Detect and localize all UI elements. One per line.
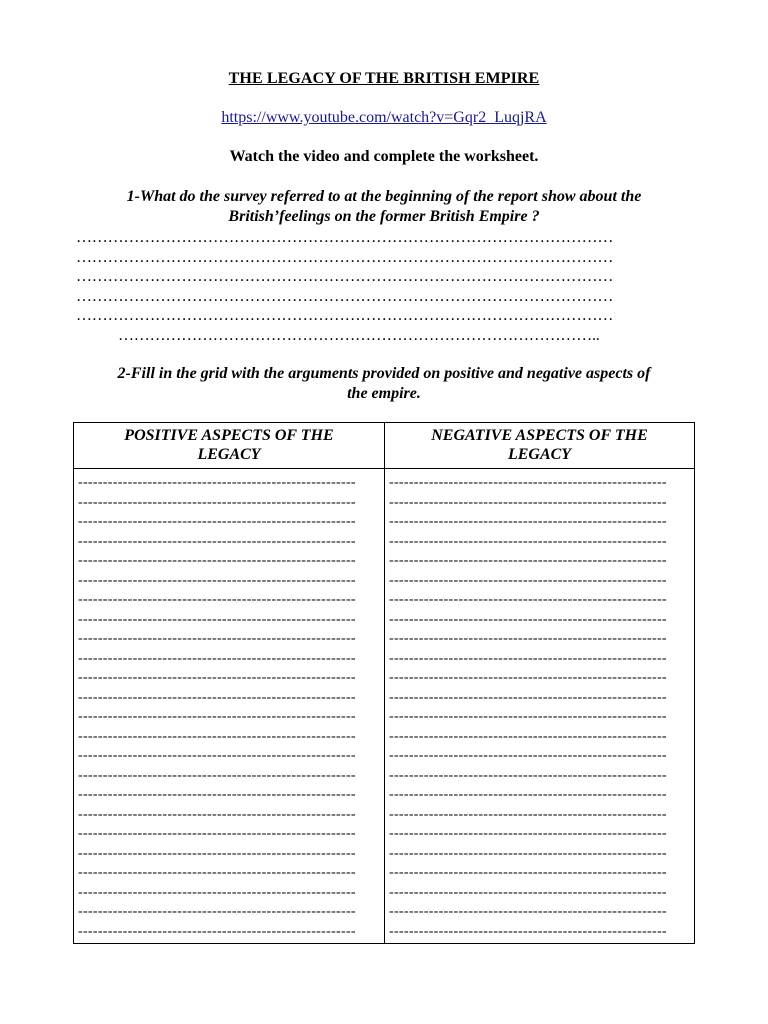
grid-answer-line: -------------------------------------------------------- xyxy=(78,826,356,841)
grid-answer-line: -------------------------------------------------------- xyxy=(389,670,667,685)
grid-answer-line: -------------------------------------------------------- xyxy=(78,475,356,490)
grid-answer-line: -------------------------------------------------------- xyxy=(389,767,667,783)
grid-answer-line: -------------------------------------------------------- xyxy=(389,475,667,490)
question-1-answer-area[interactable] xyxy=(76,228,692,345)
grid-answer-line: -------------------------------------------------------- xyxy=(389,514,667,529)
grid-answer-line: -------------------------------------------------------- xyxy=(389,650,667,666)
question-1-line-2: British’feelings on the former British Empire ? xyxy=(228,208,540,225)
grid-answer-line: -------------------------------------------------------- xyxy=(389,865,667,880)
grid-answer-line: -------------------------------------------------------- xyxy=(78,494,356,510)
grid-answer-line: -------------------------------------------------------- xyxy=(78,904,356,919)
grid-answer-line: -------------------------------------------------------- xyxy=(389,923,667,939)
negative-aspects-header xyxy=(385,426,694,466)
grid-answer-line: -------------------------------------------------------- xyxy=(78,748,356,763)
question-2 xyxy=(74,364,694,404)
instruction-text: Watch the video and complete the worksheet. xyxy=(229,148,539,165)
grid-answer-line: -------------------------------------------------------- xyxy=(389,592,667,607)
grid-answer-line: -------------------------------------------------------- xyxy=(78,592,356,607)
grid-answer-line: -------------------------------------------------------- xyxy=(78,806,356,822)
grid-header-divider xyxy=(74,468,694,469)
grid-answer-line: -------------------------------------------------------- xyxy=(389,553,667,568)
grid-answer-line: -------------------------------------------------------- xyxy=(389,572,667,588)
grid-answer-line: -------------------------------------------------------- xyxy=(78,514,356,529)
grid-answer-line: -------------------------------------------------------- xyxy=(78,787,356,802)
grid-answer-line: -------------------------------------------------------- xyxy=(78,923,356,939)
video-link-line xyxy=(0,109,768,127)
grid-answer-line: -------------------------------------------------------- xyxy=(78,670,356,685)
grid-answer-line: -------------------------------------------------------- xyxy=(78,845,356,861)
grid-answer-line: -------------------------------------------------------- xyxy=(78,884,356,900)
negative-aspects-answer-area[interactable] xyxy=(389,473,691,941)
grid-answer-line: -------------------------------------------------------- xyxy=(78,709,356,724)
grid-answer-line: -------------------------------------------------------- xyxy=(78,553,356,568)
grid-answer-line: -------------------------------------------------------- xyxy=(389,884,667,900)
grid-answer-line: -------------------------------------------------------- xyxy=(389,728,667,744)
grid-answer-line: -------------------------------------------------------- xyxy=(389,709,667,724)
positive-header-line-1: POSITIVE ASPECTS OF THE xyxy=(124,427,334,444)
answer-line: ………………………………………………………………………………………… xyxy=(76,229,614,246)
grid-answer-line: -------------------------------------------------------- xyxy=(389,533,667,549)
grid-answer-line: -------------------------------------------------------- xyxy=(78,572,356,588)
grid-answer-line: -------------------------------------------------------- xyxy=(78,650,356,666)
grid-answer-line: -------------------------------------------------------- xyxy=(389,787,667,802)
answer-line: ………………………………………………………………………………………… xyxy=(76,268,614,285)
grid-answer-line: -------------------------------------------------------- xyxy=(78,611,356,627)
answer-line: ………………………………………………………………………………………… xyxy=(76,248,614,266)
question-1-line-1: 1-What do the survey referred to at the beginning of the report show about the xyxy=(126,188,642,205)
grid-answer-line: -------------------------------------------------------- xyxy=(78,631,356,646)
positive-aspects-answer-area[interactable] xyxy=(78,473,381,941)
grid-answer-line: -------------------------------------------------------- xyxy=(78,865,356,880)
grid-answer-line: -------------------------------------------------------- xyxy=(389,631,667,646)
aspects-grid xyxy=(73,422,695,944)
grid-answer-line: -------------------------------------------------------- xyxy=(78,767,356,783)
question-2-line-2: the empire. xyxy=(347,385,421,402)
grid-answer-line: -------------------------------------------------------- xyxy=(389,748,667,763)
page-title: THE LEGACY OF THE BRITISH EMPIRE xyxy=(228,70,540,87)
positive-header-line-2: LEGACY xyxy=(197,446,261,463)
video-link[interactable]: https://www.youtube.com/watch?v=Gqr2_LuqjRA xyxy=(221,109,547,126)
answer-line: ……………………………………………………………………………….. xyxy=(118,326,600,344)
question-2-line-1: 2-Fill in the grid with the arguments provided on positive and negative aspects of xyxy=(117,365,651,382)
question-1 xyxy=(74,187,694,227)
negative-header-line-2: LEGACY xyxy=(507,446,572,463)
grid-answer-line: -------------------------------------------------------- xyxy=(78,533,356,549)
grid-answer-line: -------------------------------------------------------- xyxy=(78,728,356,744)
answer-line: ………………………………………………………………………………………… xyxy=(76,287,614,305)
grid-answer-line: -------------------------------------------------------- xyxy=(389,904,667,919)
grid-column-divider xyxy=(384,423,385,943)
grid-answer-line: -------------------------------------------------------- xyxy=(389,806,667,822)
grid-answer-line: -------------------------------------------------------- xyxy=(389,689,667,705)
grid-answer-line: -------------------------------------------------------- xyxy=(389,611,667,627)
answer-line: ………………………………………………………………………………………… xyxy=(76,307,614,324)
grid-answer-line: -------------------------------------------------------- xyxy=(78,689,356,705)
grid-answer-line: -------------------------------------------------------- xyxy=(389,494,667,510)
grid-answer-line: -------------------------------------------------------- xyxy=(389,826,667,841)
negative-header-line-1: NEGATIVE ASPECTS OF THE xyxy=(431,427,648,444)
grid-answer-line: -------------------------------------------------------- xyxy=(389,845,667,861)
positive-aspects-header xyxy=(74,426,384,466)
